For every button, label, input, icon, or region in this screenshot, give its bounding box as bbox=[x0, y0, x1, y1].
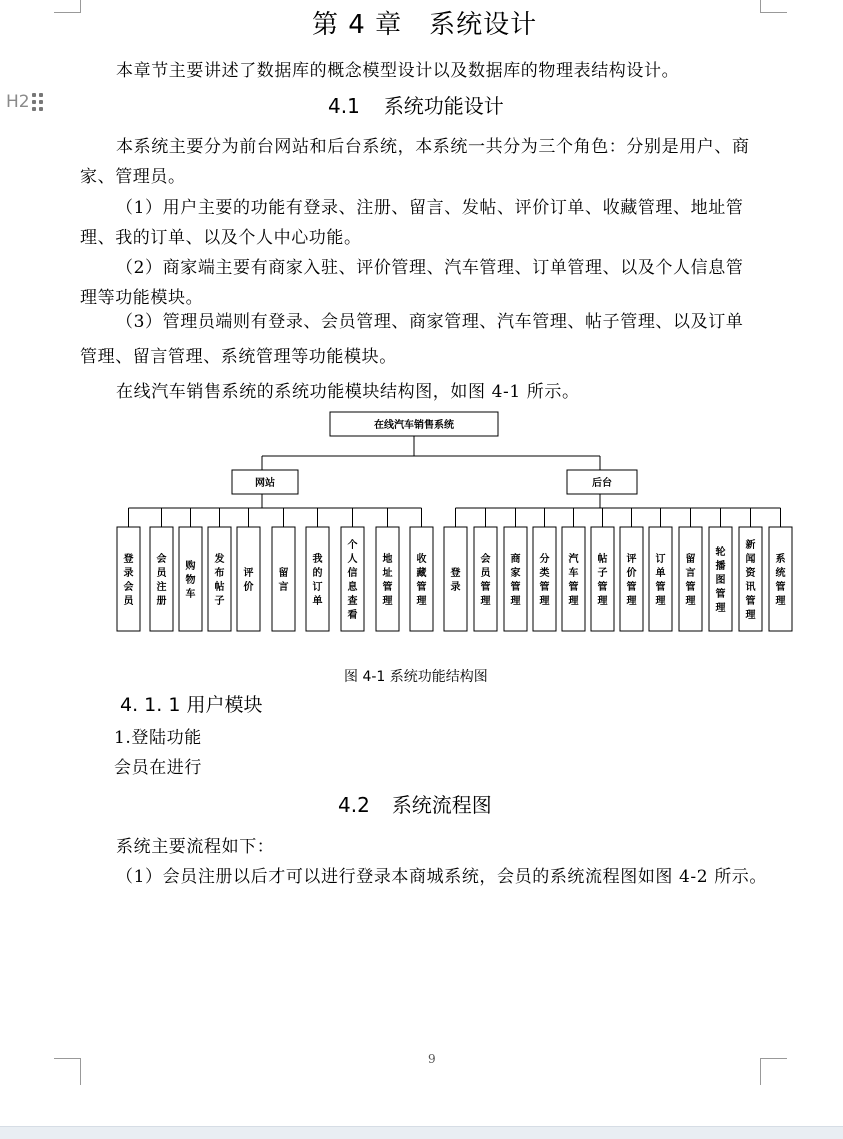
root-node-label: 在线汽车销售系统 bbox=[374, 420, 454, 431]
branch-node-admin-label: 后台 bbox=[592, 478, 612, 489]
website-module-box bbox=[237, 527, 260, 631]
paragraph-line: （3）管理员端则有登录、会员管理、商家管理、汽车管理、帖子管理、以及订单 bbox=[116, 312, 744, 332]
website-module-label: 会员注册 bbox=[156, 554, 167, 607]
website-module-label: 评价 bbox=[243, 568, 254, 593]
admin-module-label: 轮播图管理 bbox=[715, 547, 726, 614]
admin-module-label: 新闻资讯管理 bbox=[745, 540, 756, 621]
admin-module-label: 分类管理 bbox=[539, 554, 550, 607]
list-item: 1.登陆功能 bbox=[114, 728, 202, 748]
section-title: 系统流程图 bbox=[391, 793, 492, 817]
figure-caption: 图 4-1 系统功能结构图 bbox=[344, 669, 488, 685]
admin-module-label: 帖子管理 bbox=[597, 554, 608, 607]
paragraph-line: 家、管理员。 bbox=[80, 167, 186, 187]
website-module-label: 我的订单 bbox=[312, 554, 323, 607]
website-module-box bbox=[150, 527, 173, 631]
website-module-label: 发布帖子 bbox=[214, 554, 225, 607]
drag-handle-icon[interactable] bbox=[32, 93, 44, 111]
website-module-box bbox=[272, 527, 295, 631]
chapter-title: 第 4 章 系统设计 bbox=[312, 10, 538, 40]
admin-module-box bbox=[533, 527, 556, 631]
corner-mark-top-right bbox=[760, 0, 787, 13]
corner-mark-bottom-right bbox=[760, 1058, 787, 1085]
admin-module-box bbox=[591, 527, 614, 631]
corner-mark-top-left bbox=[54, 0, 81, 13]
website-module-box bbox=[376, 527, 399, 631]
admin-module-label: 登录 bbox=[450, 568, 461, 593]
paragraph-line: 管理、留言管理、系统管理等功能模块。 bbox=[80, 347, 397, 367]
window-bottom-bar bbox=[0, 1126, 843, 1139]
paragraph-line: 理等功能模块。 bbox=[80, 288, 204, 308]
website-module-box bbox=[306, 527, 329, 631]
website-module-label: 留言 bbox=[278, 568, 289, 593]
admin-module-label: 汽车管理 bbox=[568, 554, 579, 607]
website-module-box bbox=[410, 527, 433, 631]
admin-module-box bbox=[620, 527, 643, 631]
paragraph-line: 理、我的订单、以及个人中心功能。 bbox=[80, 228, 362, 248]
branch-node-website-label: 网站 bbox=[255, 478, 275, 489]
paragraph-line: （1）会员注册以后才可以进行登录本商城系统，会员的系统流程图如图 4-2 所示。 bbox=[116, 867, 767, 887]
section-number: 4.1 bbox=[328, 94, 360, 118]
admin-module-label: 会员管理 bbox=[480, 554, 491, 607]
website-module-box bbox=[208, 527, 231, 631]
admin-module-label: 订单管理 bbox=[655, 554, 666, 607]
admin-module-box bbox=[769, 527, 792, 631]
admin-module-label: 评价管理 bbox=[626, 554, 637, 607]
admin-module-label: 系统管理 bbox=[775, 554, 786, 607]
admin-module-label: 商家管理 bbox=[510, 554, 521, 607]
section-4-2-heading bbox=[338, 789, 492, 818]
website-module-box bbox=[117, 527, 140, 631]
figure-reference-paragraph: 在线汽车销售系统的系统功能模块结构图，如图 4-1 所示。 bbox=[116, 382, 580, 402]
website-module-label: 登录会员 bbox=[123, 554, 134, 607]
section-number: 4.2 bbox=[338, 793, 370, 817]
corner-mark-bottom-left bbox=[54, 1058, 81, 1085]
section-4-1-heading bbox=[328, 90, 504, 119]
paragraph-line: （1）用户主要的功能有登录、注册、留言、发帖、评价订单、收藏管理、地址管 bbox=[116, 198, 744, 218]
admin-module-box bbox=[474, 527, 497, 631]
paragraph-line: （2）商家端主要有商家入驻、评价管理、汽车管理、订单管理、以及个人信息管 bbox=[116, 258, 744, 278]
body-text: 会员在进行 bbox=[114, 758, 202, 778]
heading-level-label: H2 bbox=[6, 92, 30, 112]
admin-module-box bbox=[679, 527, 702, 631]
intro-paragraph: 本章节主要讲述了数据库的概念模型设计以及数据库的物理表结构设计。 bbox=[116, 61, 680, 81]
heading-level-icon[interactable] bbox=[6, 92, 30, 112]
page-number: 9 bbox=[428, 1052, 436, 1066]
admin-module-box bbox=[504, 527, 527, 631]
admin-module-box bbox=[562, 527, 585, 631]
website-module-label: 收藏管理 bbox=[416, 554, 427, 607]
section-title: 系统功能设计 bbox=[383, 94, 504, 118]
paragraph-line: 本系统主要分为前台网站和后台系统，本系统一共分为三个角色：分别是用户、商 bbox=[116, 137, 750, 157]
website-module-label: 地址管理 bbox=[382, 554, 393, 607]
paragraph-line: 系统主要流程如下： bbox=[116, 837, 275, 857]
admin-module-label: 留言管理 bbox=[685, 554, 696, 607]
website-module-label: 个人信息查看 bbox=[347, 540, 358, 621]
subsection-4-1-1-heading: 4. 1. 1 用户模块 bbox=[120, 694, 263, 716]
function-structure-diagram bbox=[0, 400, 843, 650]
website-module-label: 购物车 bbox=[185, 561, 196, 600]
admin-module-box bbox=[649, 527, 672, 631]
admin-module-box bbox=[444, 527, 467, 631]
